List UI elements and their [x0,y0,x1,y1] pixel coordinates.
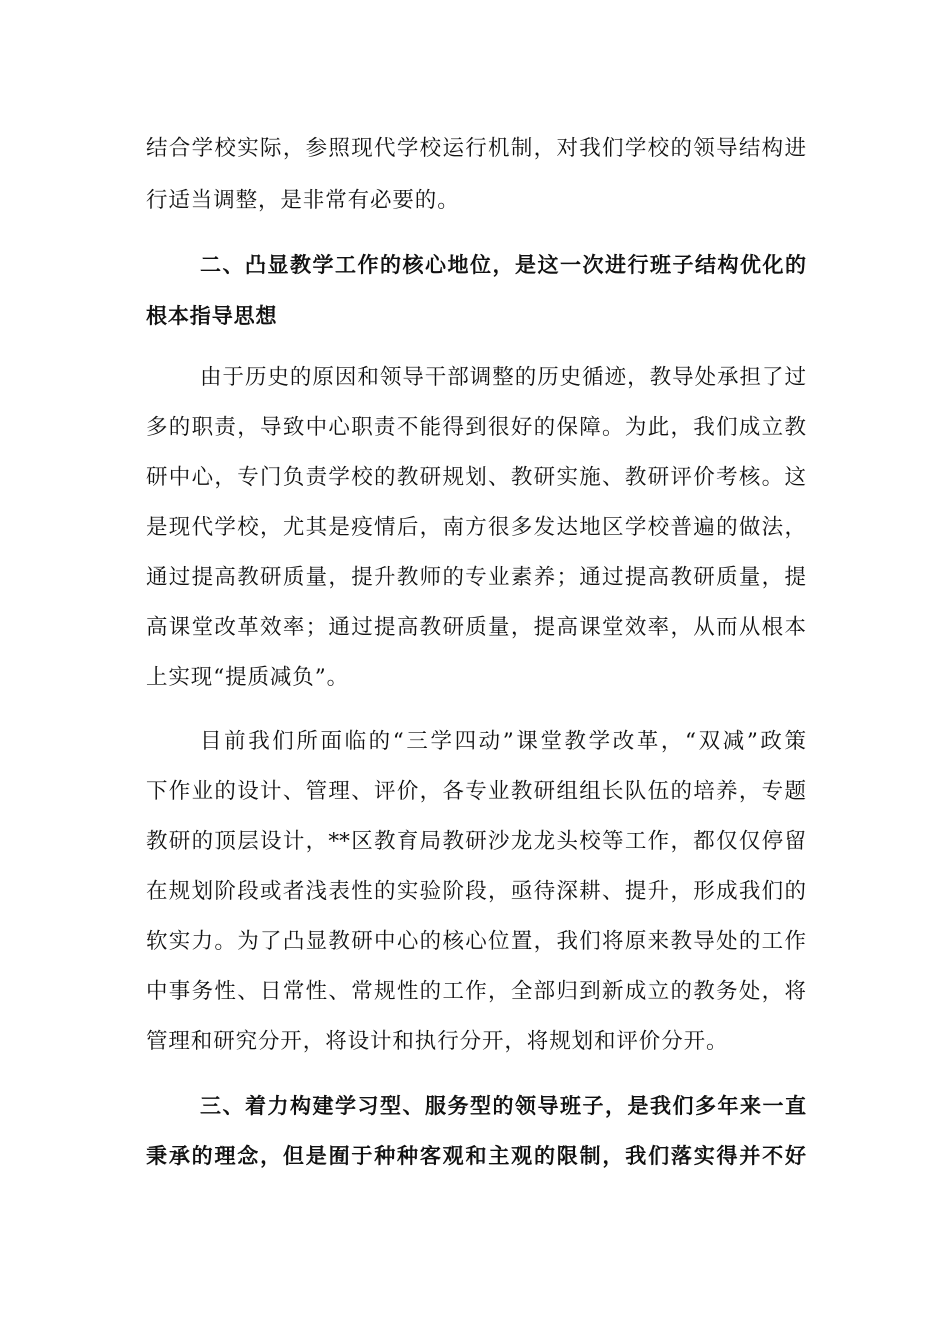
paragraph-3-line-3: 教研的顶层设计，**区教育局教研沙龙龙头校等工作，都仅仅停留 [146,829,806,854]
paragraph-3-line-7: 管理和研究分开，将设计和执行分开，将规划和评价分开。 [146,1029,729,1054]
paragraph-1-line-2: 行适当调整，是非常有必要的。 [146,188,460,213]
paragraph-1-line-1: 结合学校实际，参照现代学校运行机制，对我们学校的领导结构进 [146,136,806,161]
paragraph-3-line-1: 目前我们所面临的“三学四动”课堂教学改革，“双减”政策 [200,729,806,754]
paragraph-2-line-4: 是现代学校，尤其是疫情后，南方很多发达地区学校普遍的做法， [146,515,806,540]
paragraph-3-line-2: 下作业的设计、管理、评价，各专业教研组组长队伍的培养，专题 [146,779,806,804]
heading-2-line-2: 根本指导思想 [146,304,278,328]
paragraph-2-line-5: 通过提高教研质量，提升教师的专业素养；通过提高教研质量，提 [146,565,806,590]
heading-2-line-1: 二、凸显教学工作的核心地位，是这一次进行班子结构优化的 [200,253,806,277]
paragraph-3-line-4: 在规划阶段或者浅表性的实验阶段，亟待深耕、提升，形成我们的 [146,879,806,904]
paragraph-3-line-5: 软实力。为了凸显教研中心的核心位置，我们将原来教导处的工作 [146,929,806,954]
paragraph-2-line-7: 上实现“提质减负”。 [146,665,349,690]
heading-3-line-1: 三、着力构建学习型、服务型的领导班子，是我们多年来一直 [200,1094,806,1118]
paragraph-2-line-6: 高课堂改革效率；通过提高教研质量，提高课堂效率，从而从根本 [146,615,806,640]
heading-3-line-2: 秉承的理念，但是囿于种种客观和主观的限制，我们落实得并不好 [146,1144,806,1168]
paragraph-2-line-2: 多的职责，导致中心职责不能得到很好的保障。为此，我们成立教 [146,415,806,440]
paragraph-3-line-6: 中事务性、日常性、常规性的工作，全部归到新成立的教务处，将 [146,979,806,1004]
paragraph-2-line-3: 研中心，专门负责学校的教研规划、教研实施、教研评价考核。这 [146,465,806,490]
paragraph-2-line-1: 由于历史的原因和领导干部调整的历史循迹，教导处承担了过 [200,365,806,390]
